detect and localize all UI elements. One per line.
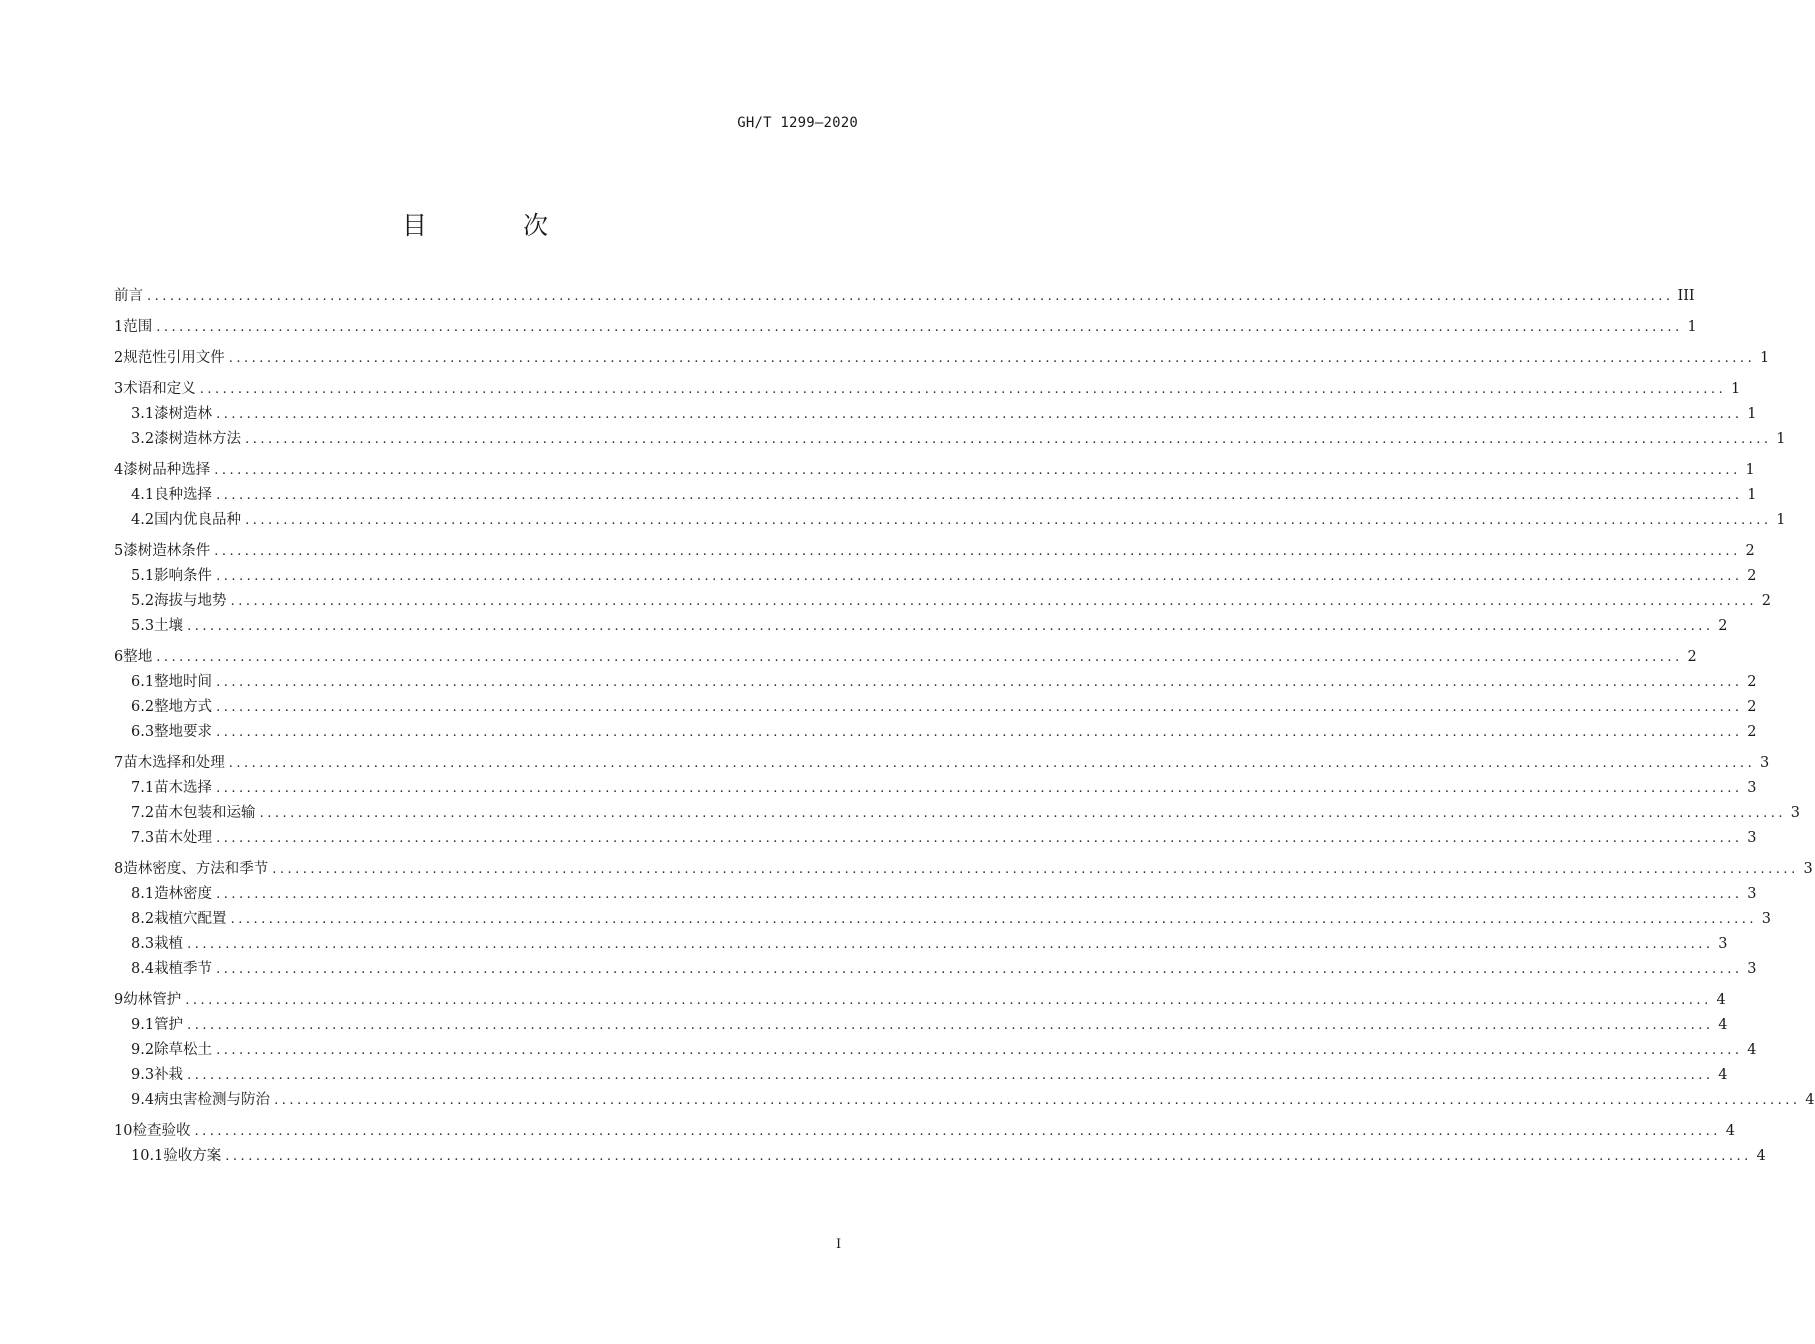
toc-entry-title: 海拔与地势: [154, 593, 227, 609]
toc-entry-title: 苗木选择和处理: [123, 755, 225, 771]
toc-entry-number: 9.1: [131, 1017, 155, 1033]
toc-leader-dots: ........................................................................................................................................................................................................: [216, 407, 1743, 422]
toc-entry[interactable]: [114, 932, 1728, 957]
toc-entry-number: 3.1: [131, 406, 155, 422]
toc-entry-title: 漆树造林条件: [123, 543, 211, 559]
toc-entry-number: 3: [114, 381, 124, 397]
toc-entry[interactable]: [114, 508, 1786, 533]
toc-entry-page: 1: [1747, 487, 1757, 503]
toc-entry-number: 9.3: [131, 1067, 155, 1083]
toc-entry[interactable]: [114, 751, 1770, 776]
toc-entry-page: 4: [1725, 1123, 1735, 1139]
toc-leader-dots: ........................................................................................................................................................................................................: [274, 1093, 1801, 1108]
toc-entry-number: 4: [114, 462, 124, 478]
toc-leader-dots: ........................................................................................................................................................................................................: [230, 594, 1758, 609]
toc-leader-dots: ........................................................................................................................................................................................................: [187, 619, 1714, 634]
toc-entry[interactable]: [114, 720, 1757, 745]
toc-entry[interactable]: [114, 1144, 1766, 1169]
toc-leader-dots: ........................................................................................................................................................................................................: [225, 1149, 1752, 1164]
table-of-contents: [114, 284, 1815, 1169]
toc-entry-title: 栽植: [154, 936, 184, 952]
toc-entry-page: 2: [1761, 593, 1772, 609]
toc-entry[interactable]: [114, 988, 1726, 1013]
toc-entry-title: 土壤: [154, 618, 184, 634]
toc-entry-title: 影响条件: [154, 568, 213, 584]
toc-entry-title: 良种选择: [154, 487, 213, 503]
toc-leader-dots: ........................................................................................................................................................................................................: [228, 351, 1756, 366]
toc-entry-title: 验收方案: [163, 1148, 222, 1164]
toc-entry-number: 10: [114, 1123, 133, 1139]
toc-entry-number: 8.4: [131, 961, 155, 977]
toc-entry-number: 9.4: [131, 1092, 155, 1108]
toc-entry[interactable]: [114, 776, 1757, 801]
toc-entry-title: 病虫害检测与防治: [154, 1092, 271, 1108]
toc-entry-page: 2: [1718, 618, 1728, 634]
toc-entry-page: 2: [1745, 543, 1755, 559]
toc-entry-page: III: [1677, 288, 1695, 304]
toc-entry-title: 整地时间: [154, 674, 213, 690]
page-number: I: [836, 1237, 842, 1252]
toc-leader-dots: ........................................................................................................................................................................................................: [216, 781, 1743, 796]
toc-entry[interactable]: [114, 346, 1770, 371]
toc-entry-title: 管护: [154, 1017, 184, 1033]
toc-entry-number: 3.2: [131, 431, 155, 447]
toc-entry-title: 漆树造林方法: [154, 431, 242, 447]
toc-leader-dots: ........................................................................................................................................................................................................: [259, 806, 1787, 821]
toc-entry-title: 幼林管护: [123, 992, 182, 1008]
toc-entry-title: 漆树品种选择: [123, 462, 211, 478]
toc-entry-title: 整地: [123, 649, 153, 665]
toc-leader-dots: ........................................................................................................................................................................................................: [216, 1043, 1743, 1058]
toc-entry-number: 7.3: [131, 830, 155, 846]
toc-title: 目 次: [402, 211, 592, 240]
toc-leader-dots: ........................................................................................................................................................................................................: [216, 675, 1743, 690]
toc-entry-number: 6: [114, 649, 124, 665]
toc-entry[interactable]: [114, 857, 1813, 882]
toc-entry[interactable]: [114, 315, 1697, 340]
toc-entry[interactable]: [114, 483, 1757, 508]
toc-entry-number: 8.1: [131, 886, 155, 902]
toc-entry[interactable]: [114, 284, 1695, 309]
toc-entry[interactable]: [114, 402, 1757, 427]
toc-entry-page: 1: [1687, 319, 1697, 335]
toc-leader-dots: ........................................................................................................................................................................................................: [156, 320, 1683, 335]
toc-leader-dots: ........................................................................................................................................................................................................: [156, 650, 1683, 665]
toc-entry-number: 5.1: [131, 568, 155, 584]
toc-entry-page: 1: [1747, 406, 1757, 422]
toc-entry-number: 5.3: [131, 618, 155, 634]
toc-entry-page: 2: [1687, 649, 1697, 665]
toc-entry[interactable]: [114, 564, 1757, 589]
toc-entry-page: 3: [1761, 911, 1772, 927]
toc-entry-page: 2: [1747, 724, 1757, 740]
toc-leader-dots: ........................................................................................................................................................................................................: [147, 289, 1674, 304]
toc-leader-dots: ........................................................................................................................................................................................................: [187, 1018, 1714, 1033]
toc-entry[interactable]: [114, 882, 1757, 907]
toc-entry-number: 6.2: [131, 699, 155, 715]
toc-entry-page: 3: [1718, 936, 1728, 952]
toc-entry[interactable]: [114, 589, 1772, 614]
toc-leader-dots: ........................................................................................................................................................................................................: [214, 544, 1741, 559]
toc-entry-title: 苗木处理: [154, 830, 213, 846]
toc-entry-number: 8: [114, 861, 124, 877]
toc-entry-page: 2: [1747, 568, 1757, 584]
toc-entry-number: 7.1: [131, 780, 155, 796]
toc-entry-page: 4: [1805, 1092, 1815, 1108]
toc-entry-page: 4: [1747, 1042, 1757, 1058]
toc-leader-dots: ........................................................................................................................................................................................................: [216, 700, 1743, 715]
toc-leader-dots: ........................................................................................................................................................................................................: [214, 463, 1741, 478]
toc-entry-page: 2: [1747, 674, 1757, 690]
toc-entry-number: 2: [114, 350, 124, 366]
toc-entry[interactable]: [114, 670, 1757, 695]
toc-entry-title: 前言: [114, 288, 143, 304]
toc-entry[interactable]: [114, 539, 1755, 564]
toc-entry[interactable]: [114, 614, 1728, 639]
toc-leader-dots: ........................................................................................................................................................................................................: [187, 937, 1714, 952]
toc-leader-dots: ........................................................................................................................................................................................................: [194, 1124, 1721, 1139]
toc-entry-page: 3: [1747, 886, 1757, 902]
toc-entry-title: 除草松土: [154, 1042, 213, 1058]
toc-entry[interactable]: [114, 1119, 1735, 1144]
toc-entry-number: 5.2: [131, 593, 155, 609]
toc-entry-number: 9.2: [131, 1042, 155, 1058]
toc-entry-page: 4: [1718, 1017, 1728, 1033]
toc-entry[interactable]: [114, 377, 1741, 402]
toc-entry-title: 检查验收: [132, 1123, 191, 1139]
toc-leader-dots: ........................................................................................................................................................................................................: [185, 993, 1712, 1008]
toc-entry[interactable]: [114, 427, 1786, 452]
toc-entry-number: 8.3: [131, 936, 155, 952]
toc-entry-title: 栽植穴配置: [154, 911, 227, 927]
toc-entry-title: 造林密度: [154, 886, 213, 902]
toc-entry-number: 1: [114, 319, 124, 335]
toc-entry-number: 10.1: [131, 1148, 164, 1164]
toc-entry-page: 3: [1747, 961, 1757, 977]
toc-entry-title: 栽植季节: [154, 961, 213, 977]
toc-entry-page: 1: [1759, 350, 1770, 366]
toc-entry-page: 4: [1756, 1148, 1766, 1164]
toc-entry-number: 9: [114, 992, 124, 1008]
toc-entry-number: 8.2: [131, 911, 155, 927]
toc-entry-title: 漆树造林: [154, 406, 213, 422]
toc-entry[interactable]: [114, 1088, 1815, 1113]
toc-entry-number: 7.2: [131, 805, 155, 821]
toc-entry-title: 规范性引用文件: [123, 350, 225, 366]
toc-entry-page: 2: [1747, 699, 1757, 715]
toc-entry[interactable]: [114, 458, 1755, 483]
standard-code: GH/T 1299—2020: [737, 115, 858, 131]
toc-entry[interactable]: [114, 907, 1772, 932]
toc-entry[interactable]: [114, 826, 1757, 851]
toc-leader-dots: ........................................................................................................................................................................................................: [199, 382, 1727, 397]
toc-entry-page: 3: [1747, 780, 1757, 796]
toc-entry-title: 国内优良品种: [154, 512, 242, 528]
toc-entry-title: 苗木包装和运输: [154, 805, 256, 821]
toc-entry-page: 1: [1745, 462, 1755, 478]
toc-leader-dots: ........................................................................................................................................................................................................: [228, 756, 1756, 771]
toc-leader-dots: ........................................................................................................................................................................................................: [216, 962, 1743, 977]
toc-entry-page: 1: [1730, 381, 1741, 397]
toc-leader-dots: ........................................................................................................................................................................................................: [216, 725, 1743, 740]
toc-entry[interactable]: [114, 1013, 1728, 1038]
toc-entry-title: 造林密度、方法和季节: [123, 861, 269, 877]
toc-leader-dots: ........................................................................................................................................................................................................: [230, 912, 1758, 927]
toc-entry-number: 4.1: [131, 487, 155, 503]
toc-entry-title: 范围: [123, 319, 153, 335]
toc-entry-number: 6.1: [131, 674, 155, 690]
toc-entry-page: 1: [1776, 512, 1786, 528]
toc-entry-title: 整地方式: [154, 699, 213, 715]
toc-entry-page: 4: [1716, 992, 1726, 1008]
toc-entry[interactable]: [114, 695, 1757, 720]
toc-entry-title: 苗木选择: [154, 780, 213, 796]
toc-entry-number: 4.2: [131, 512, 155, 528]
toc-entry[interactable]: [114, 801, 1801, 826]
toc-entry-title: 整地要求: [154, 724, 213, 740]
toc-entry-page: 1: [1776, 431, 1786, 447]
toc-entry[interactable]: [114, 645, 1697, 670]
toc-entry[interactable]: [114, 1063, 1728, 1088]
toc-entry-page: 3: [1759, 755, 1770, 771]
toc-entry[interactable]: [114, 1038, 1757, 1063]
toc-entry-page: 3: [1790, 805, 1801, 821]
toc-leader-dots: ........................................................................................................................................................................................................: [245, 432, 1772, 447]
toc-leader-dots: ........................................................................................................................................................................................................: [216, 488, 1743, 503]
toc-entry-title: 术语和定义: [123, 381, 196, 397]
toc-leader-dots: ........................................................................................................................................................................................................: [216, 831, 1743, 846]
toc-entry-page: 3: [1803, 861, 1813, 877]
toc-entry-number: 5: [114, 543, 124, 559]
toc-leader-dots: ........................................................................................................................................................................................................: [245, 513, 1772, 528]
toc-entry-page: 3: [1747, 830, 1757, 846]
toc-leader-dots: ........................................................................................................................................................................................................: [216, 569, 1743, 584]
toc-entry-number: 7: [114, 755, 124, 771]
toc-entry-title: 补栽: [154, 1067, 184, 1083]
toc-entry-number: 6.3: [131, 724, 155, 740]
toc-entry[interactable]: [114, 957, 1757, 982]
toc-leader-dots: ........................................................................................................................................................................................................: [216, 887, 1743, 902]
toc-leader-dots: ........................................................................................................................................................................................................: [272, 862, 1799, 877]
toc-entry-page: 4: [1718, 1067, 1728, 1083]
toc-leader-dots: ........................................................................................................................................................................................................: [187, 1068, 1714, 1083]
